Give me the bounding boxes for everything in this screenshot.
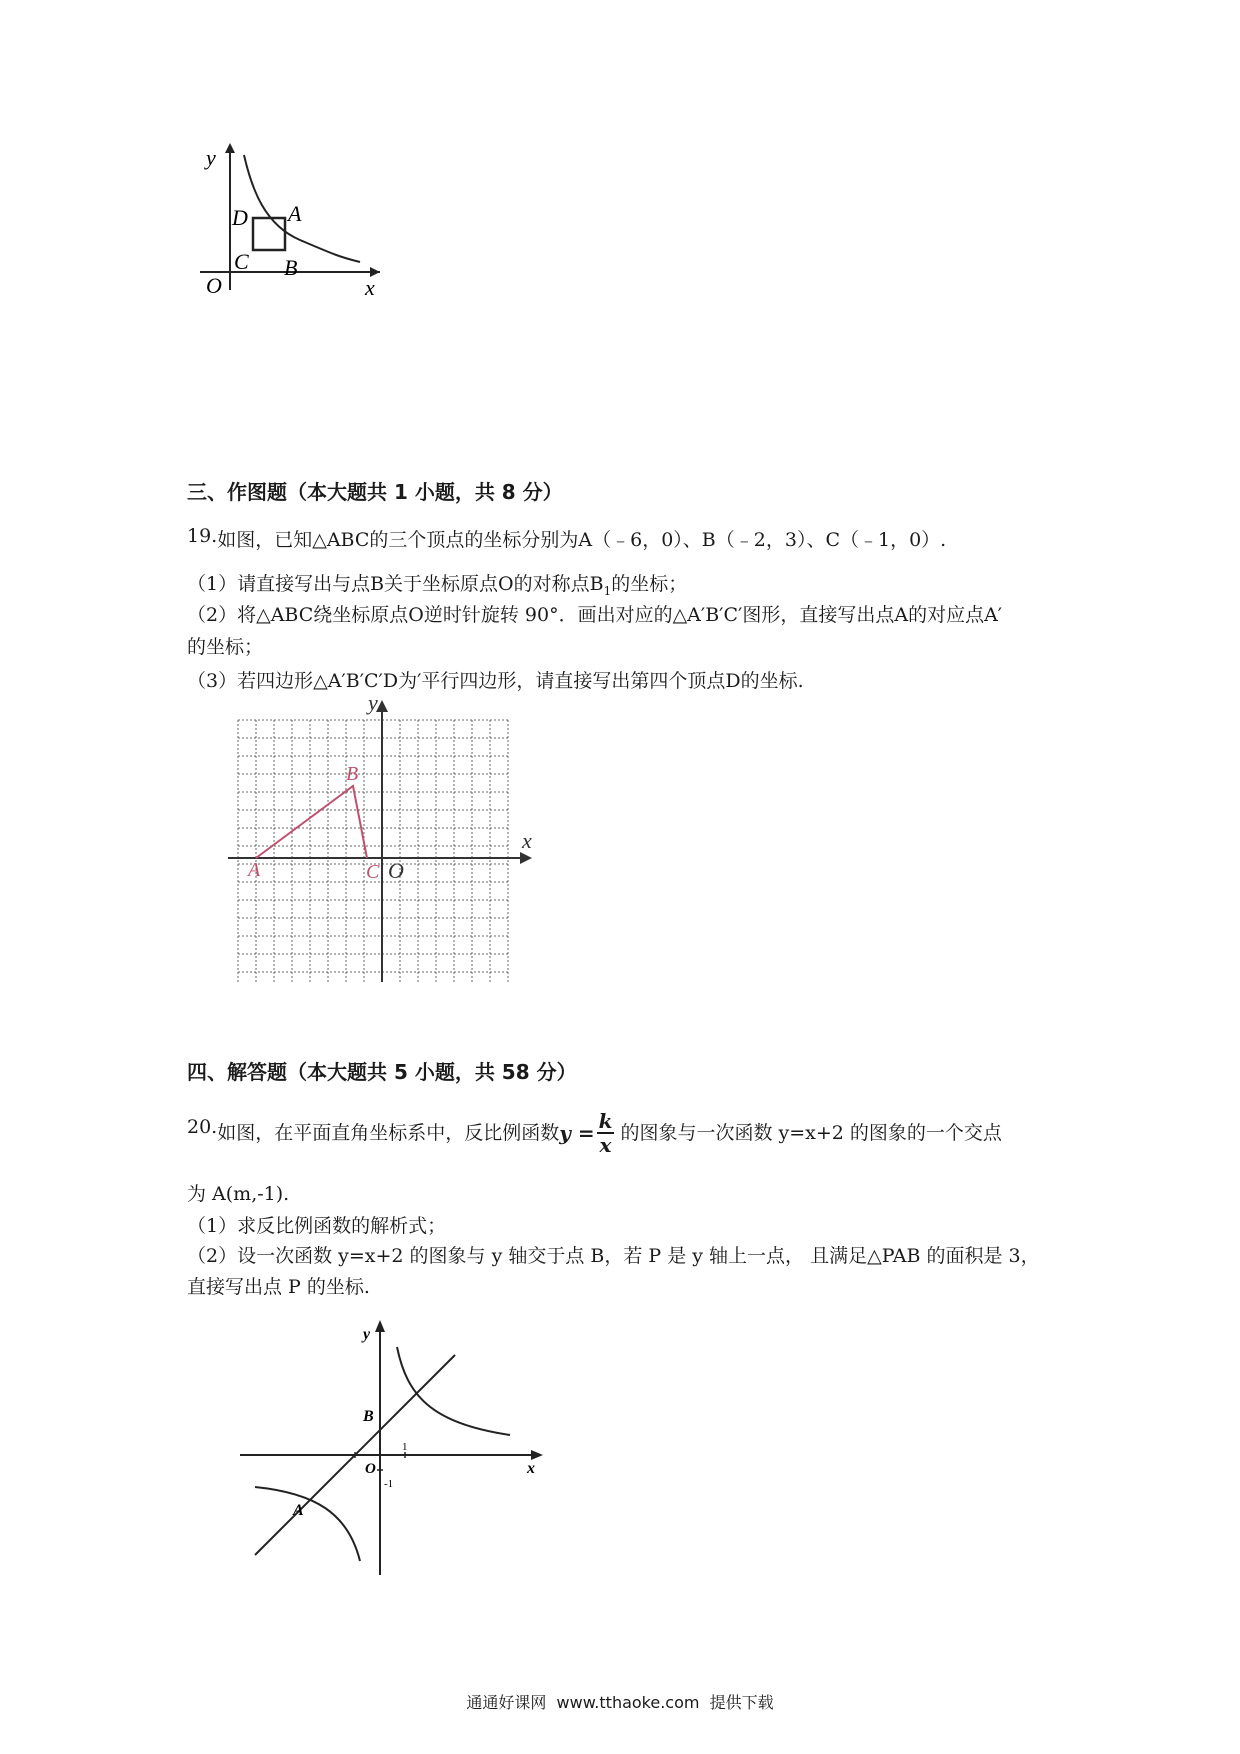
q19-part1 <box>187 571 687 604</box>
page-footer: 通通好课网 www.tthaoke.com 提供下载 <box>466 1693 774 1712</box>
grid-lines <box>238 720 510 982</box>
q20-part2-line2: 直接写出点 P 的坐标. <box>187 1276 370 1298</box>
q20-stem-post: 的图象与一次函数 y=x+2 的图象的一个交点 <box>620 1122 1002 1144</box>
q19-number: 19. <box>187 525 218 547</box>
y-label: y <box>363 1326 371 1343</box>
square-abcd <box>253 218 285 250</box>
origin-label: O <box>388 858 404 883</box>
q20-frac-num: k <box>598 1109 613 1133</box>
y-axis-arrow <box>225 143 235 153</box>
point-d-label: D <box>232 205 248 230</box>
figure-hyperbola-square <box>190 135 400 310</box>
q19-stem-text: 如图，已知△ABC的三个顶点的坐标分别为A（﹣6，0）、B（﹣2，3）、C（﹣1，0）. <box>217 529 947 551</box>
section-4-title: 四、解答题（本大题共 5 小题，共 58 分） <box>187 1060 577 1084</box>
q19-part2-line1: （2）将△ABC绕坐标原点O逆时针旋转 90°．画出对应的△A′B′C′图形，直接写出点A的对应点A′ <box>187 604 1003 626</box>
q19-part1-post: 的坐标； <box>611 573 688 595</box>
point-c-label: C <box>234 249 249 274</box>
x-label: x <box>522 828 532 853</box>
q20-part2-line1: （2）设一次函数 y=x+2 的图象与 y 轴交于点 B，若 P 是 y 轴上一点， 且满足△PAB 的面积是 3， <box>187 1245 1040 1267</box>
q20-fraction <box>597 1110 615 1156</box>
q19-part2-line2: 的坐标； <box>187 636 264 658</box>
y-label: y <box>368 690 378 715</box>
q20-stem-pre: 如图，在平面直角坐标系中，反比例函数 <box>217 1122 560 1144</box>
tick-1-label: 1 <box>402 1441 408 1453</box>
section-3-title: 三、作图题（本大题共 1 小题，共 8 分） <box>187 480 563 504</box>
q19-part1-sub: 1 <box>603 583 612 598</box>
point-a-label: A <box>288 201 302 226</box>
x-axis-arrow <box>520 852 532 864</box>
q20-stem-line2: 为 A(m,-1). <box>187 1183 290 1205</box>
point-b-label: B <box>346 763 359 785</box>
q19-part3: （3）若四边形△A′B′C′D为′平行四边形，请直接写出第四个顶点D的坐标. <box>187 670 804 692</box>
point-b-label: B <box>363 1408 374 1425</box>
q20-part1: （1）求反比例函数的解析式； <box>187 1215 447 1237</box>
point-b-label: B <box>284 255 298 280</box>
origin-label: O <box>365 1461 376 1477</box>
q19-part1-pre: （1）请直接写出与点B关于坐标原点O的对称点B <box>187 573 604 595</box>
figure-grid-triangle <box>220 690 550 990</box>
x-label: x <box>365 275 375 300</box>
point-c-label: C <box>366 861 380 883</box>
hyperbola-curve <box>244 155 360 262</box>
q19-stem <box>187 527 946 553</box>
y-axis-arrow <box>376 700 388 712</box>
y-axis-arrow <box>375 1320 385 1332</box>
y-label: y <box>206 145 216 170</box>
triangle-abc <box>256 786 367 858</box>
x-label: x <box>527 1460 535 1477</box>
figure-line-hyperbola <box>235 1315 555 1580</box>
point-a-label: A <box>293 1502 304 1519</box>
q20-number: 20. <box>187 1116 218 1138</box>
hyperbola-branch-upper <box>397 1347 510 1435</box>
hyperbola-branch-lower <box>255 1487 360 1561</box>
tick-minus1-label: -1 <box>384 1478 394 1490</box>
x-axis-arrow <box>531 1450 543 1460</box>
q20-frac-y: y = <box>559 1121 595 1145</box>
q20-frac-den: x <box>599 1133 612 1157</box>
origin-label: O <box>206 273 222 298</box>
point-a-label: A <box>248 859 261 881</box>
q20-stem <box>187 1110 1002 1156</box>
